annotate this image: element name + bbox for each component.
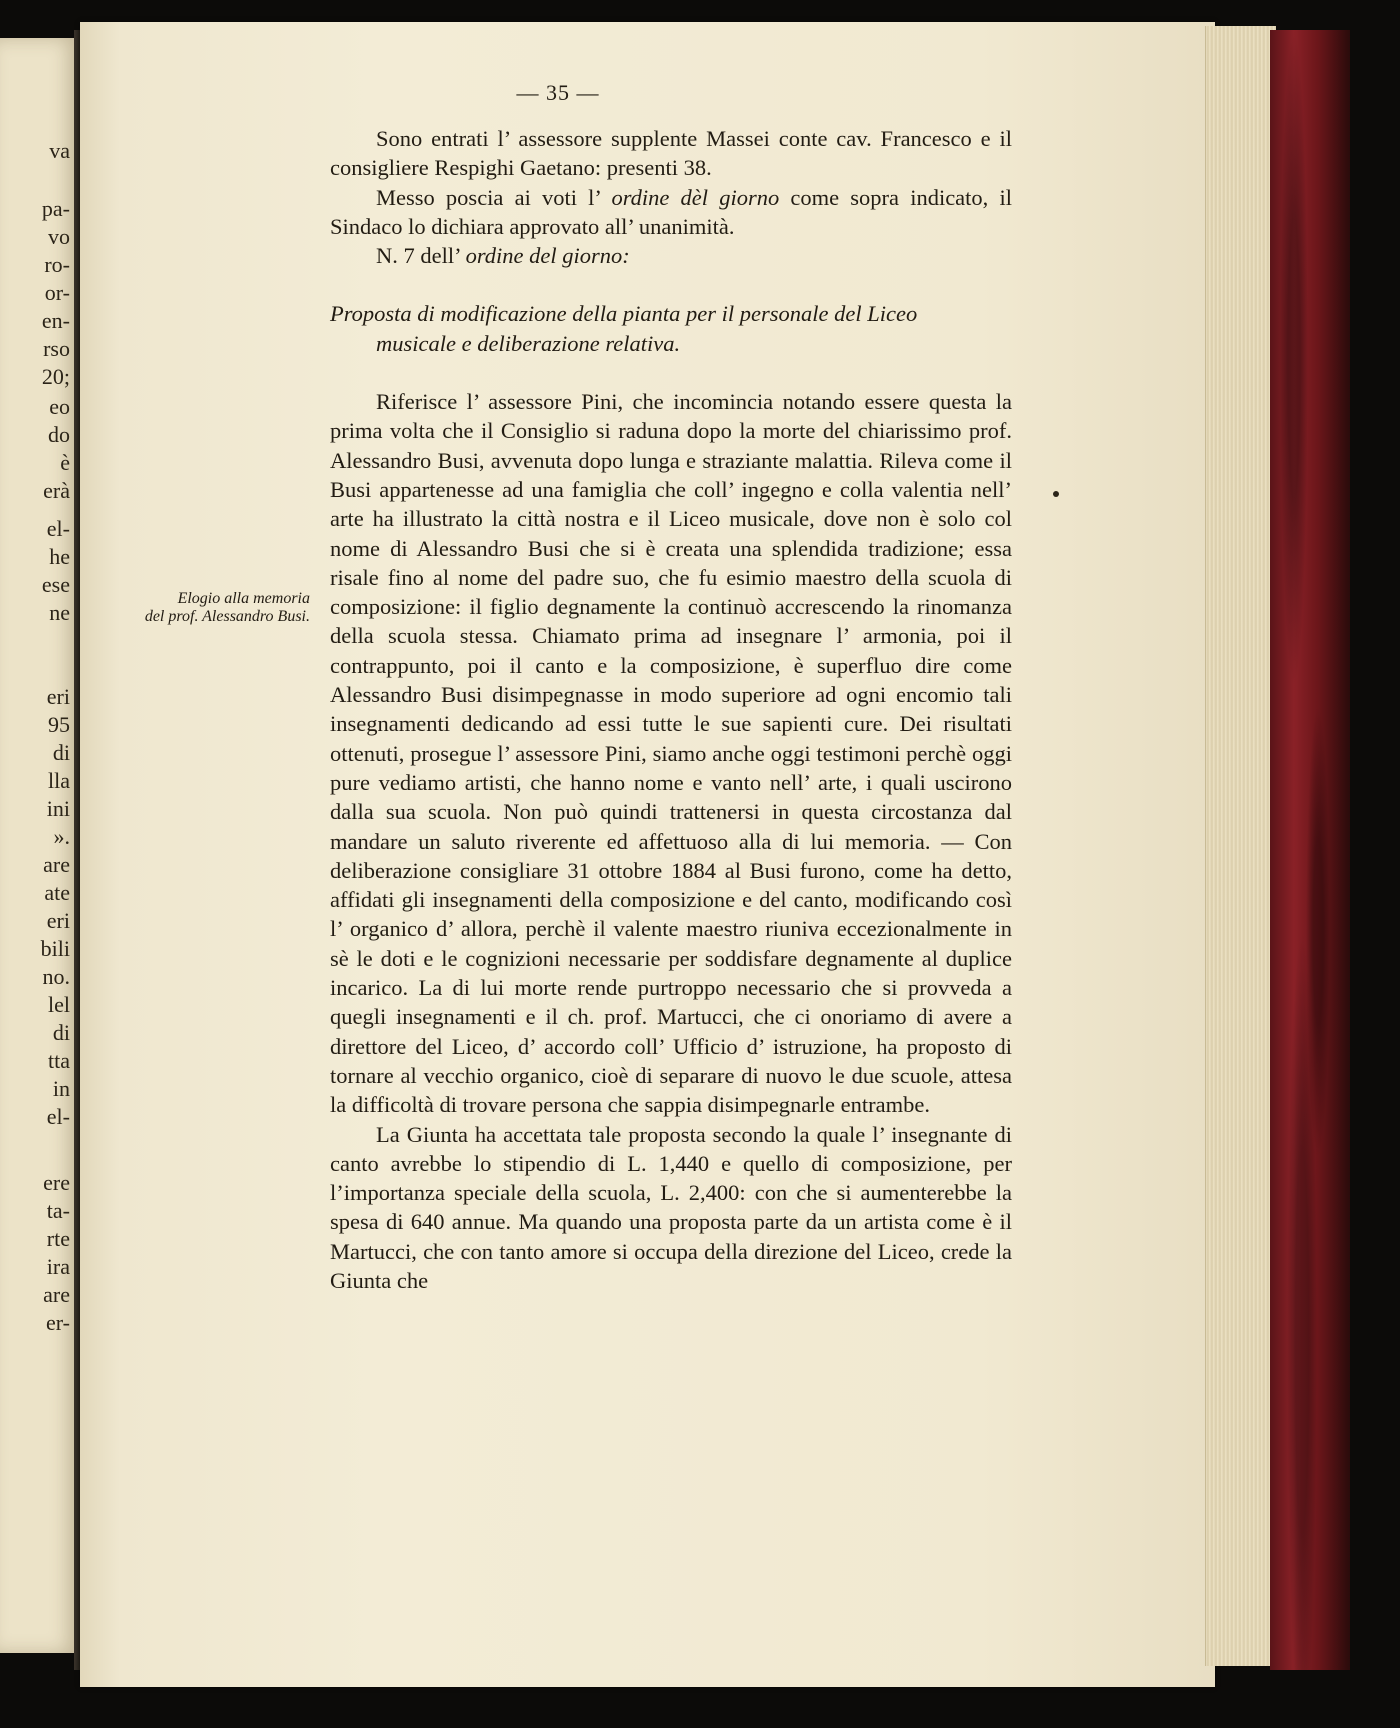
- left-page-fragment: erà: [43, 478, 70, 503]
- paragraph-text: come sopra indicato, il Sindaco lo dichiara approvato all’ unanimità.: [330, 184, 1012, 239]
- left-page-fragment: tta: [48, 1048, 70, 1073]
- left-page-fragment: lel: [48, 992, 70, 1017]
- left-page-fragment: do: [48, 422, 70, 447]
- paragraph-attendance: Sono entrati l’ assessore supplente Massei conte cav. Francesco e il consigliere Respighi Gaetano: presenti 38.: [330, 126, 1012, 181]
- left-page-fragment: ini: [46, 796, 70, 821]
- left-page-fragment: are: [43, 852, 70, 877]
- paragraph-text: Messo poscia ai voti l’: [376, 184, 612, 210]
- paragraph-report: Riferisce l’ assessore Pini, che incomincia notando essere questa la prima volta che il Consiglio si raduna dopo la morte del chiarissimo prof. Alessandro Busi, avvenuta dopo lunga e straziante malattia. Rileva come il Busi appartenesse ad una famiglia che coll’ ingegno e colla valentia nell’ arte ha illustrato la città nostra e il Liceo musicale, dove non è solo col nome di Alessandro Busi che si è creata una splendida tradizione; essa risale fino al nome del padre suo, che fu esimio maestro della scuola di composizione: il figlio degnamente la continuò accrescendo la rinomanza della scuola stessa. Chiamato prima ad insegnare l’ armonia, poi il contrappunto, poi il canto e la composizione, è superfluo dire come Alessandro Busi disimpegnasse in modo superiore ad ogni encomio tali insegnamenti dedicando ad essi tutte le sue sapienti cure. Dei risultati ottenuti, prosegue l’ assessore Pini, siamo anche oggi testimoni perchè oggi pure vediamo artisti, che hanno nome e vanto nell’ arte, i quali uscirono dalla sua scuola. Non può quindi trattenersi in questa circostanza dal mandare un saluto riverente ed affettuoso alla di lui memoria. — Con deliberazione consigliare 31 ottobre 1884 al Busi furono, come ha detto, affidati gli insegnamenti della composizione e del canto, modificando così l’ organico d’ allora, perchè il valente maestro riuniva eccezionalmente in sè le doti e le cognizioni necessarie per soddisfare degnamente al duplice incarico. La di lui morte rende purtroppo necessario che si provveda a quegli insegnamenti e il ch. prof. Martucci, che ci onoriamo di avere a direttore del Liceo, d’ accordo coll’ Ufficio d’ istruzione, ha proposto di tornare al vecchio organico, cioè di separare di nuovo le due scuole, attesa la difficoltà di trovare persona che sappia disimpegnarle entrambe.: [330, 389, 1012, 1118]
- left-page-text-fragments: [0, 38, 70, 1653]
- left-page-fragment: eri: [46, 908, 70, 933]
- left-page-fragment: eo: [49, 394, 70, 419]
- left-page-fragment: eri: [46, 684, 70, 709]
- left-page-fragment: ro-: [44, 252, 70, 277]
- page-number: — 35 —: [516, 80, 600, 105]
- left-page-fragment: pa-: [41, 196, 70, 221]
- left-page-fragment: no.: [42, 964, 70, 989]
- left-page-fragment: er-: [46, 1310, 70, 1335]
- left-page-fragment: el-: [46, 516, 70, 541]
- left-page-fragment: ese: [41, 572, 70, 597]
- left-page-fragment: en-: [41, 308, 70, 333]
- page-edges: [1205, 26, 1276, 1666]
- margin-note-line: del prof. Alessandro Busi.: [144, 608, 310, 625]
- left-page-fragment: ere: [43, 1170, 70, 1195]
- left-page-fragment: 95: [48, 712, 70, 737]
- paragraph-giunta: La Giunta ha accettata tale proposta secondo la quale l’ insegnante di canto avrebbe lo stipendio di L. 1,440 e quello di composizione, per l’importanza speciale della scuola, L. 2,400: con che si aumenterebbe la spesa di 640 annue. Ma quando una proposta parte da un artista come è il Martucci, che con tanto amore si occupa della direzione del Liceo, crede la Giunta che: [330, 1121, 1012, 1293]
- stray-mark: [1053, 491, 1059, 497]
- paragraph-vote: [330, 183, 1012, 242]
- section-heading: [330, 299, 1012, 358]
- margin-note-line: Elogio alla memoria: [177, 590, 310, 607]
- margin-note: [100, 590, 310, 626]
- left-page-fragment: ate: [44, 880, 70, 905]
- left-page-fragment: ne: [49, 600, 70, 625]
- paragraph-agenda-item: [330, 241, 1012, 270]
- left-page-fragment: lla: [48, 768, 70, 793]
- left-page-fragment: in: [52, 1076, 70, 1101]
- left-page-fragment: are: [43, 1282, 70, 1307]
- left-page-fragment: ta-: [46, 1198, 70, 1223]
- left-page-fragment: va: [49, 138, 70, 163]
- left-page-fragment: ».: [53, 824, 70, 849]
- left-page-fragment: di: [52, 740, 70, 765]
- left-page-fragment: he: [49, 544, 70, 569]
- left-page-fragment: ira: [46, 1254, 70, 1279]
- binding-marbling: [1270, 30, 1350, 1670]
- left-page-fragment: 20;: [41, 364, 70, 389]
- body-text: [330, 124, 1012, 1295]
- left-page-fragment: vo: [48, 224, 70, 249]
- left-facing-page: [0, 38, 80, 1653]
- left-page-fragment: el-: [46, 1104, 70, 1129]
- paragraph-text: N. 7 dell’: [376, 243, 466, 269]
- heading-line: Proposta di modificazione della pianta per il personale del Liceo: [330, 301, 918, 327]
- left-page-fragment: di: [52, 1020, 70, 1045]
- left-page-fragment: rte: [46, 1226, 70, 1251]
- heading-line: musicale e deliberazione relativa.: [376, 330, 681, 356]
- left-page-fragment: or-: [44, 280, 70, 305]
- paragraph-italic-text: ordine dèl giorno: [611, 184, 780, 210]
- paragraph-italic-text: ordine del giorno:: [465, 243, 630, 269]
- left-page-fragment: rso: [43, 336, 70, 361]
- left-page-fragment: bili: [40, 936, 70, 961]
- left-page-fragment: è: [60, 450, 70, 475]
